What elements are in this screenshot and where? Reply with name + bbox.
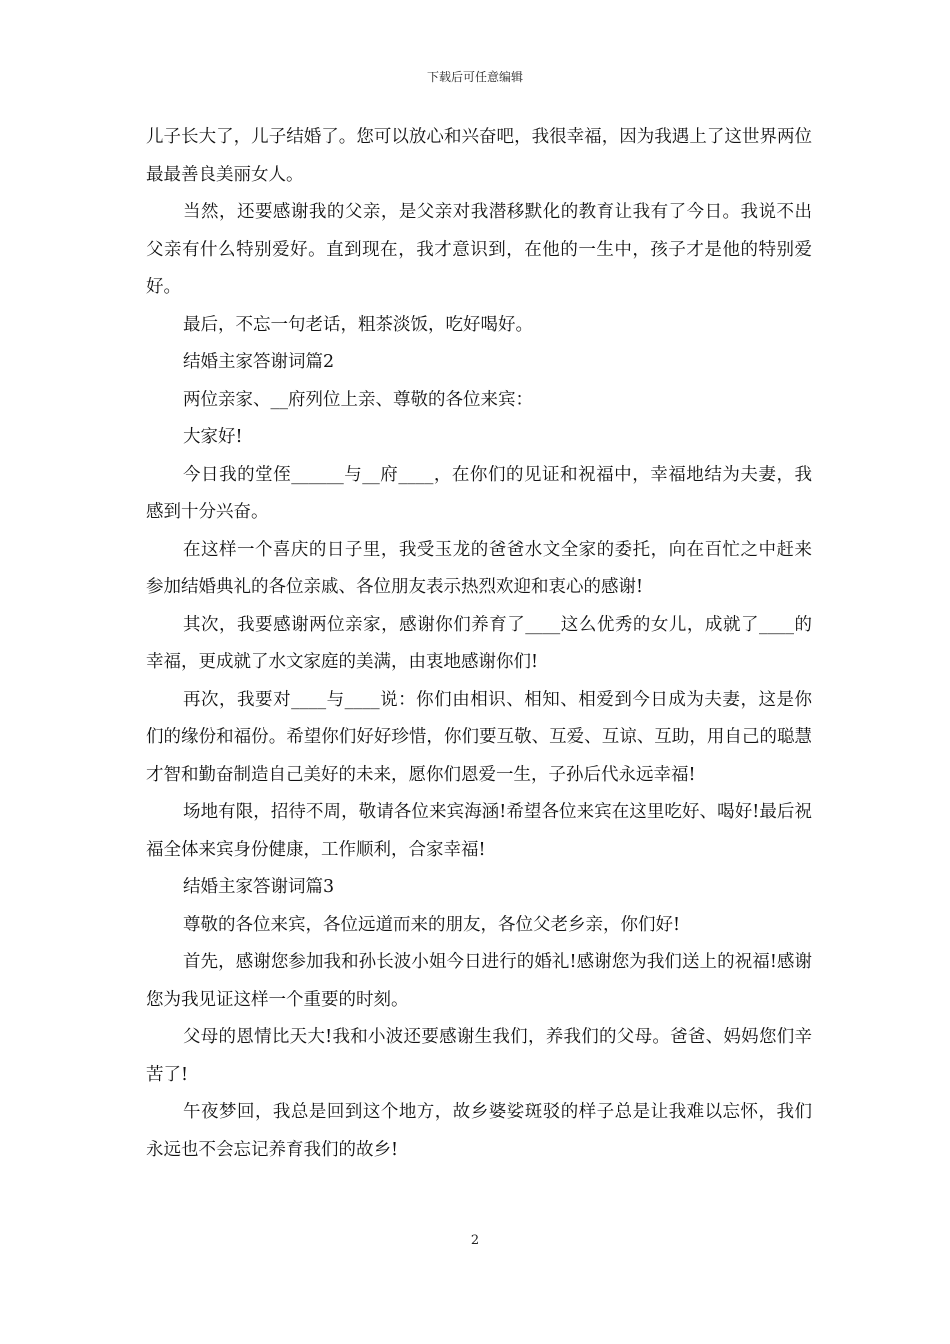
paragraph: 场地有限，招待不周，敬请各位来宾海涵!希望各位来宾在这里吃好、喝好!最后祝福全体来宾身份健康，工作顺利，合家幸福! (146, 802, 812, 860)
salutation: 尊敬的各位来宾，各位远道而来的朋友，各位父老乡亲，你们好! (183, 914, 681, 935)
page-header: 下载后可任意编辑 (426, 70, 523, 84)
paragraph: 在这样一个喜庆的日子里，我受玉龙的爸爸水文全家的委托，向在百忙之中赶来参加结婚典礼的各位亲戚、各位朋友表示热烈欢迎和衷心的感谢! (146, 539, 812, 597)
paragraph: 午夜梦回，我总是回到这个地方，故乡婆娑斑驳的样子总是让我难以忘怀，我们永远也不会忘记养育我们的故乡! (146, 1102, 812, 1160)
paragraph: 最后，不忘一句老话，粗茶淡饭，吃好喝好。 (183, 314, 533, 335)
paragraph: 其次，我要感谢两位亲家，感谢你们养育了____这么优秀的女儿，成就了____的幸福，更成就了水文家庭的美满，由衷地感谢你们! (146, 614, 812, 672)
greeting: 大家好! (183, 427, 243, 447)
paragraph: 儿子长大了，儿子结婚了。您可以放心和兴奋吧，我很幸福，因为我遇上了这世界两位最最善良美丽女人。 (146, 127, 812, 185)
paragraph: 父母的恩情比天大!我和小波还要感谢生我们，养我们的父母。爸爸、妈妈您们辛苦了! (146, 1027, 812, 1085)
paragraph: 今日我的堂侄______与__府____，在你们的见证和祝福中，幸福地结为夫妻，我感到十分兴奋。 (146, 464, 812, 522)
paragraph: 首先，感谢您参加我和孙长波小姐今日进行的婚礼!感谢您为我们送上的祝福!感谢您为我见证这样一个重要的时刻。 (146, 952, 812, 1010)
salutation: 两位亲家、__府列位上亲、尊敬的各位来宾： (183, 389, 533, 410)
page-number: 2 (470, 1233, 480, 1248)
section-heading: 结婚主家答谢词篇2 (183, 352, 335, 372)
paragraph: 当然，还要感谢我的父亲，是父亲对我潜移默化的教育让我有了今日。我说不出父亲有什么特别爱好。直到现在，我才意识到，在他的一生中，孩子才是他的特别爱好。 (146, 202, 812, 297)
document-body (146, 119, 812, 1169)
section-heading: 结婚主家答谢词篇3 (183, 877, 335, 897)
paragraph: 再次，我要对____与____说：你们由相识、相知、相爱到今日成为夫妻，这是你们的缘份和福份。希望你们好好珍惜，你们要互敬、互爱、互谅、互助，用自己的聪慧才智和勤奋制造自己美好的未来，愿你们恩爱一生，子孙后代永远幸福! (146, 689, 812, 785)
